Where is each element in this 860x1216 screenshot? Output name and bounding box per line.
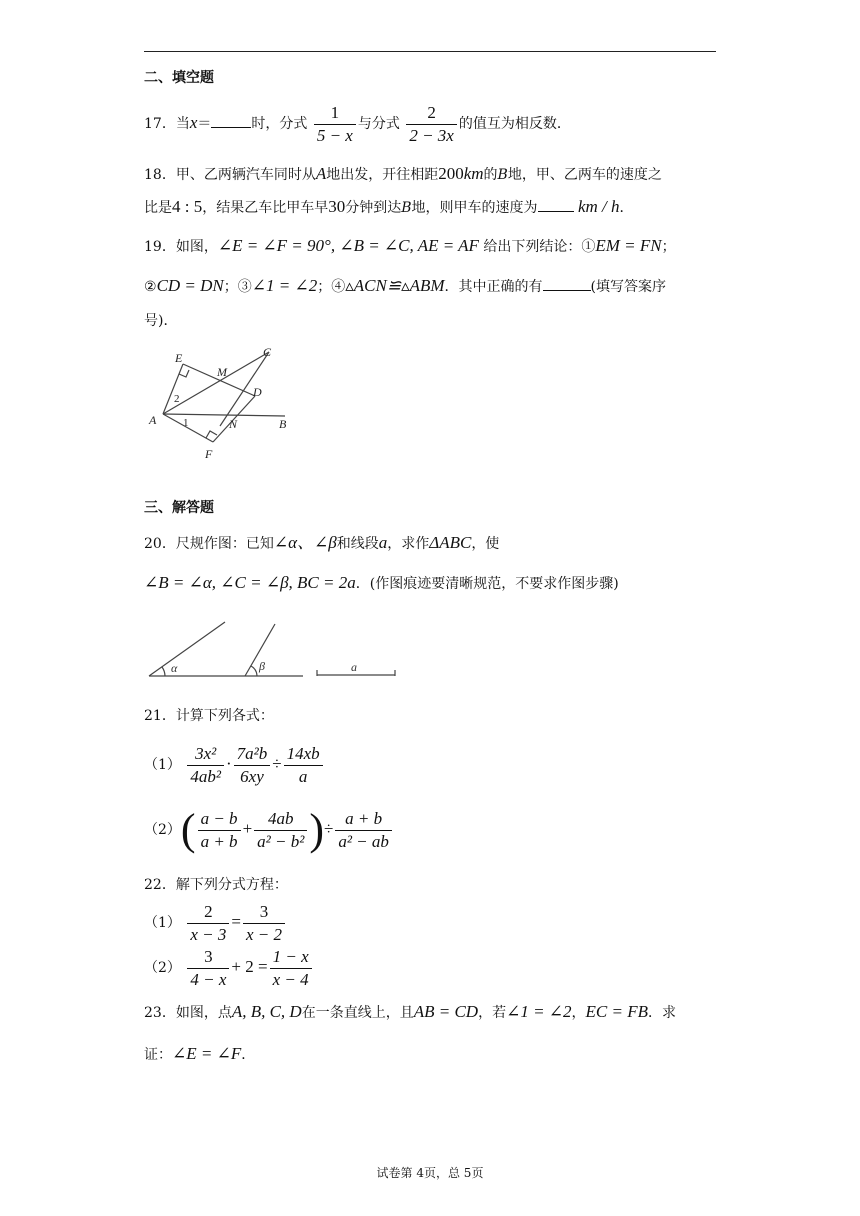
- question-22-part2: （2） $\frac{3}{4 - x}$ + 2 = $\frac{1 - x}{x - 4}$: [144, 944, 314, 991]
- question-23-line2: 证：∠E = ∠F．: [144, 1044, 256, 1063]
- answer-blank: [538, 197, 574, 212]
- label-alpha: α: [171, 661, 178, 675]
- segment-AB: [163, 414, 285, 416]
- question-23-line1: 23．如图，点A, B, C, D在一条直线上，且AB = CD，若∠1 = ∠2，EC = FB．求: [144, 1002, 677, 1021]
- question-19-line3: 号)．: [144, 313, 178, 329]
- label-C: C: [263, 345, 272, 359]
- label-E: E: [175, 351, 183, 365]
- label-segment-a: a: [351, 660, 357, 674]
- beta-arc: [251, 666, 257, 676]
- question-22-part1: （1） $\frac{2}{x - 3}$ = $\frac{3}{x - 2}$: [144, 899, 287, 946]
- answer-blank: [211, 113, 251, 128]
- page-footer: 试卷第 4页，总 5页: [376, 1166, 484, 1180]
- label-B: B: [279, 417, 287, 431]
- question-21-part2: （2）( $\frac{a - b}{a + b}$ + $\frac{4ab}{\text{a² − b²}}$ )÷ $\frac{a + b}{\text{a² − ab}}$: [144, 806, 394, 853]
- label-M: M: [217, 365, 227, 379]
- alpha-arc: [162, 667, 165, 676]
- question-17: 17．当x＝ 时，分式 $\frac{1}{5 - x}$ 与分式 $\frac{2}{2 - 3x}$ 的值互为相反数．: [144, 102, 571, 145]
- label-angle-2: 2: [174, 393, 180, 405]
- figure-19: [145, 342, 295, 462]
- question-21-title: 21．计算下列各式：: [144, 708, 274, 724]
- question-20-line1: 20．尺规作图：已知∠α、∠β和线段a，求作ΔABC，使: [144, 533, 500, 552]
- segment-AE: [163, 364, 183, 414]
- label-F: F: [205, 447, 213, 461]
- right-angle-F: [206, 431, 217, 438]
- question-20-line2: ∠B = ∠α, ∠C = ∠β, BC = 2a．(作图痕迹要清晰规范，不要求作图步骤): [144, 573, 619, 592]
- section-title-solve: 三、解答题: [144, 500, 214, 516]
- label-D: D: [253, 385, 262, 399]
- answer-blank: [543, 276, 591, 291]
- question-19-line2: ②CD = DN；③∠1 = ∠2；④▵ACN≌▵ABM．其中正确的有 (填写答案序: [144, 276, 667, 295]
- question-19-line1: 19．如图，∠E = ∠F = 90°, ∠B = ∠C, AE = AF 给出下列结论：①EM = FN；: [144, 236, 676, 255]
- label-beta: β: [259, 659, 265, 673]
- section-title-fill: 二、填空题: [144, 70, 214, 86]
- label-A: A: [149, 413, 157, 427]
- top-rule: [144, 51, 716, 52]
- question-21-part1: （1） $\frac{\text{3x²}}{\text{4ab²}}$ · $\frac{\text{7a²b}}{6xy}$ ÷ $\frac{14xb}{a}$: [144, 741, 325, 788]
- alpha-arm: [149, 622, 225, 676]
- figure-20: [145, 618, 400, 682]
- label-N: N: [229, 417, 238, 431]
- question-18-line2: 比是4 : 5，结果乙车比甲车早30分钟到达B地，则甲车的速度为 km / h．: [144, 197, 634, 216]
- label-angle-1: 1: [183, 417, 189, 429]
- fraction: $\frac{2}{2 - 3x}$: [406, 102, 457, 147]
- fraction: $\frac{1}{5 - x}$: [314, 102, 356, 147]
- question-22-title: 22．解下列分式方程：: [144, 877, 288, 893]
- question-18-line1: 18．甲、乙两辆汽车同时从A地出发，开往相距200km的B地，甲、乙两车的速度之: [144, 164, 662, 183]
